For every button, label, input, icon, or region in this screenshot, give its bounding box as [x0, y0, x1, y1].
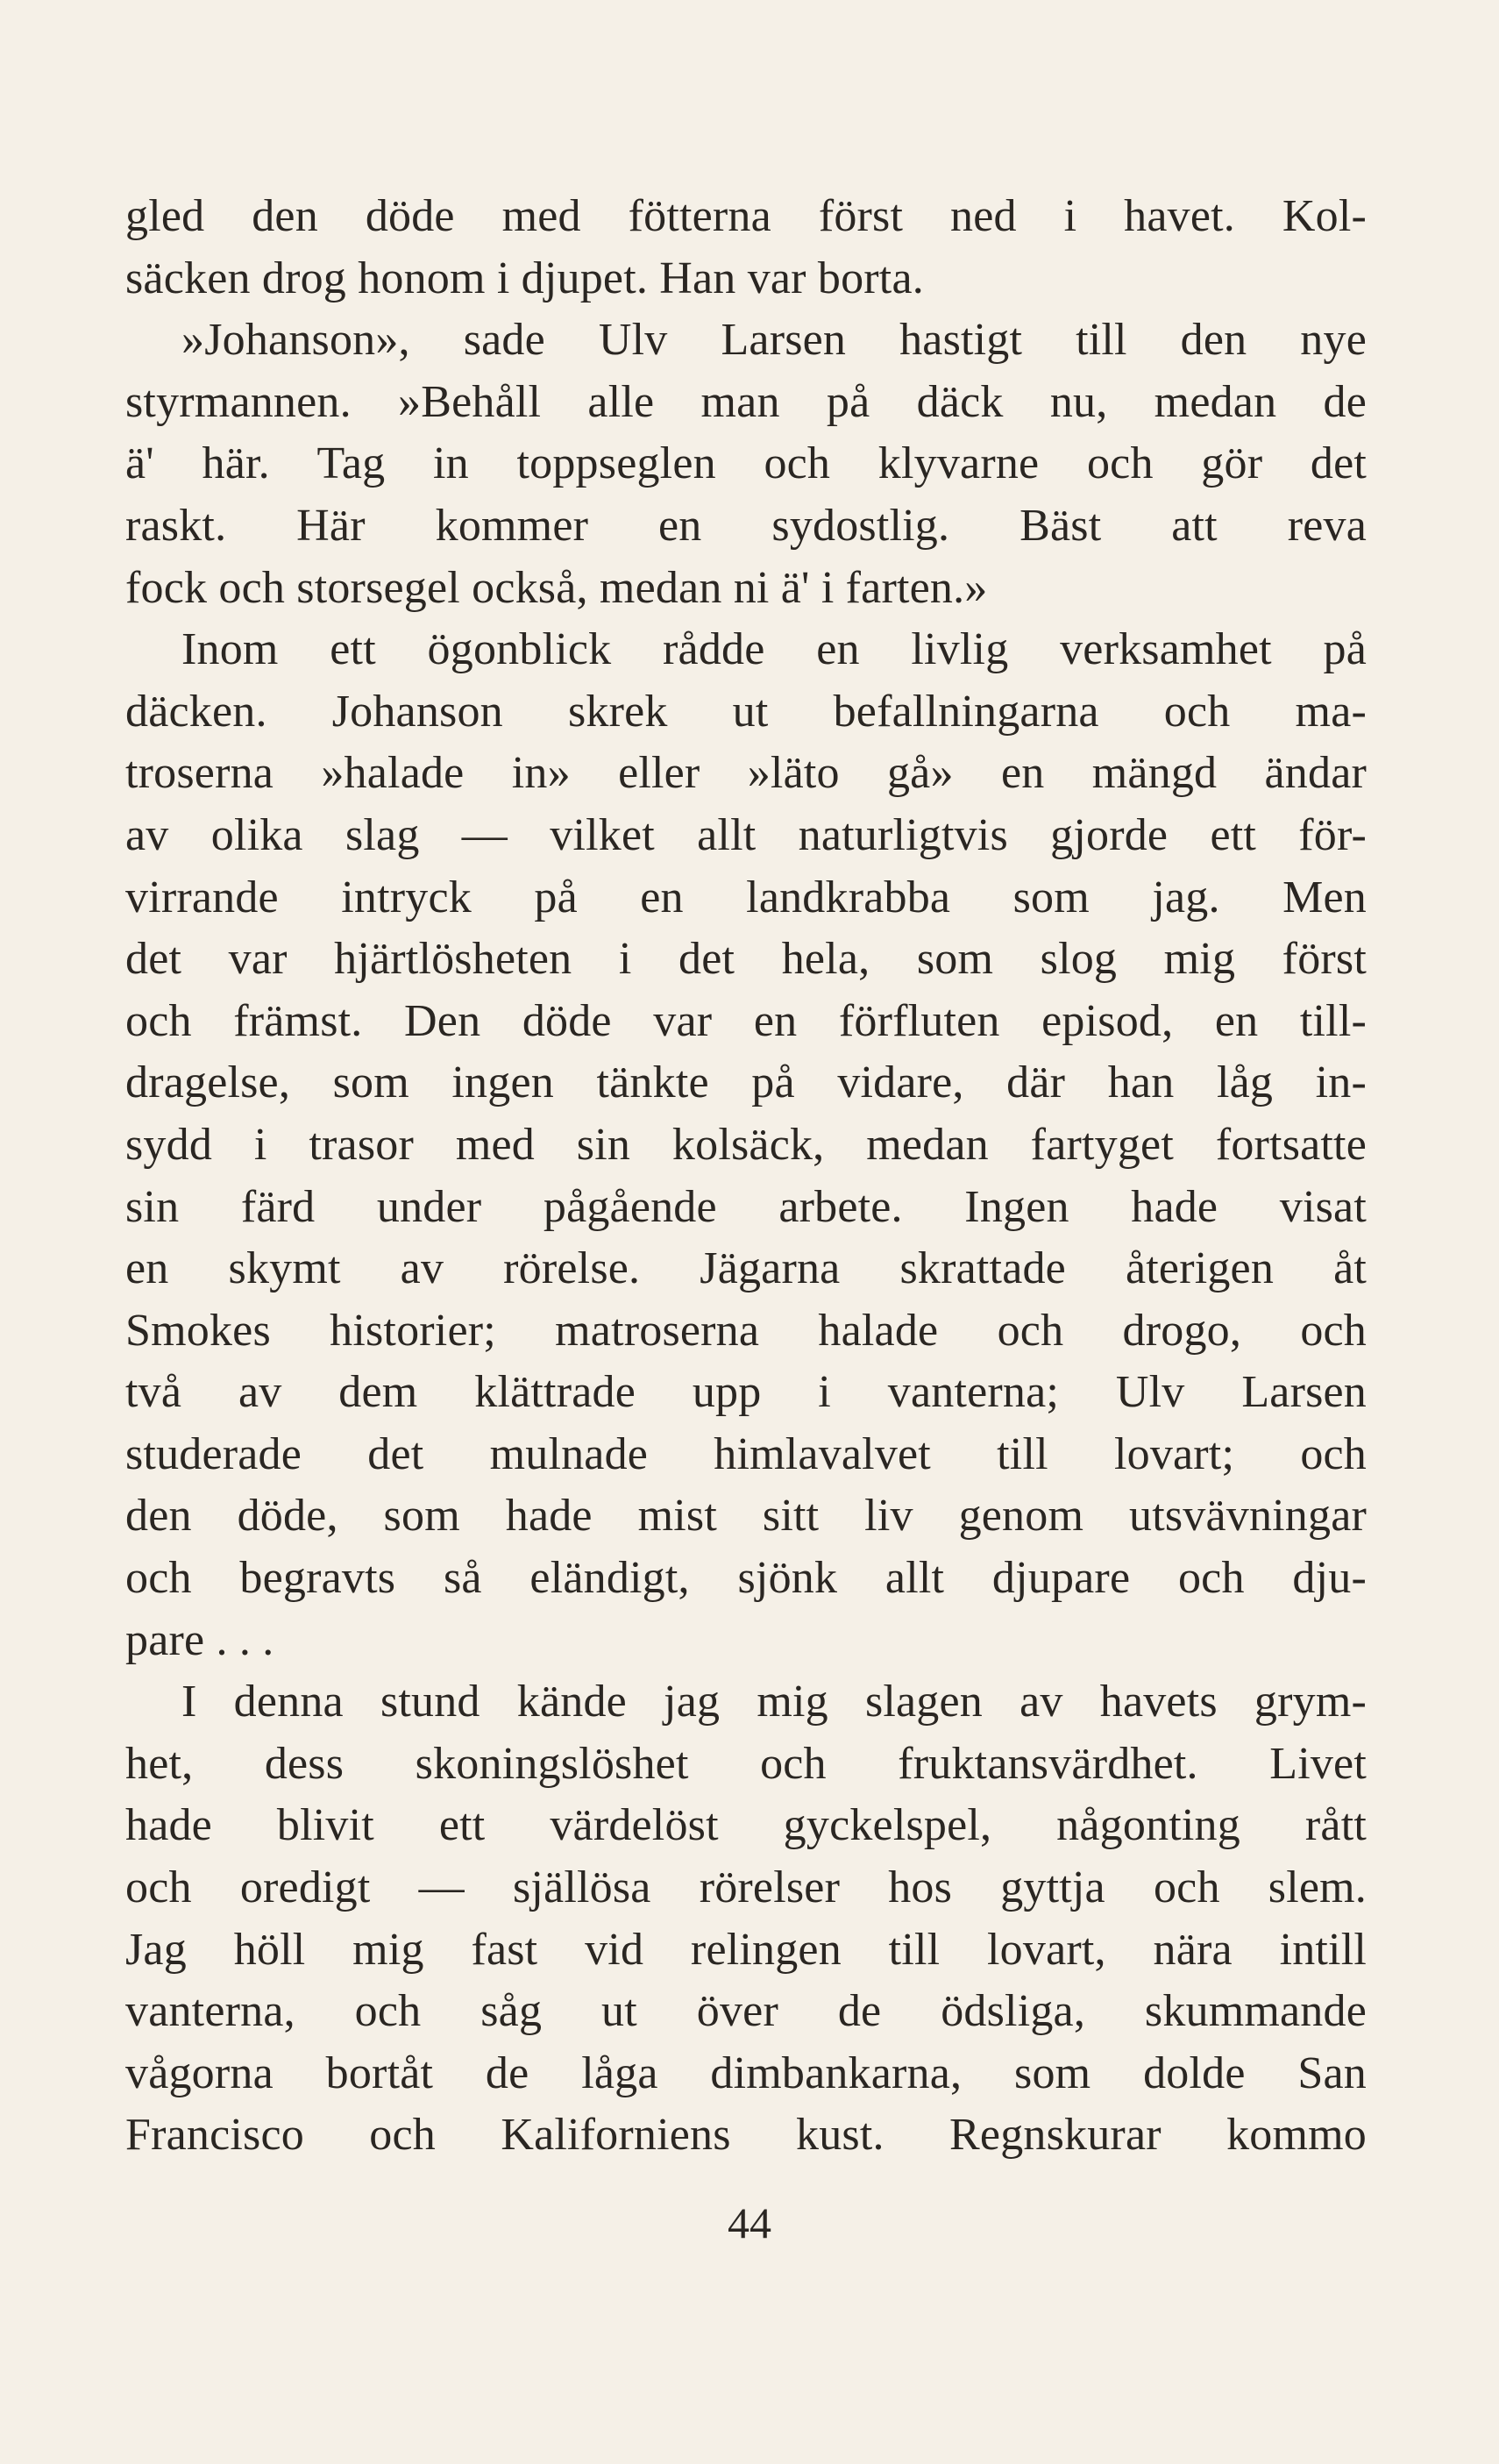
- text-line: hade blivit ett värdelöst gyckelspel, någonting rått: [125, 1800, 1367, 1851]
- text-line: sydd i trasor med sin kolsäck, medan fartyget fortsatte: [125, 1119, 1367, 1170]
- text-line: den döde, som hade mist sitt liv genom utsvävningar: [125, 1491, 1367, 1542]
- text-line: fock och storsegel också, medan ni ä' i farten.»: [125, 562, 988, 613]
- text-line: och främst. Den döde var en förfluten episod, en till-: [125, 995, 1367, 1046]
- text-line: vågorna bortåt de låga dimbankarna, som dolde San: [125, 2047, 1367, 2098]
- text-line: virrande intryck på en landkrabba som jag. Men: [125, 872, 1367, 922]
- text-line: Inom ett ögonblick rådde en livlig verksamhet på: [181, 624, 1367, 675]
- text-line: het, dess skoningslöshet och fruktansvärdhet. Livet: [125, 1738, 1367, 1789]
- text-line: gled den döde med fötterna först ned i havet. Kol-: [125, 191, 1367, 241]
- text-line: två av dem klättrade upp i vanterna; Ulv Larsen: [125, 1367, 1367, 1418]
- text-line: I denna stund kände jag mig slagen av havets grym-: [181, 1677, 1367, 1727]
- text-line: studerade det mulnade himlavalvet till lovart; och: [125, 1428, 1367, 1479]
- text-line: styrmannen. »Behåll alle man på däck nu, medan de: [125, 376, 1367, 427]
- text-line: det var hjärtlösheten i det hela, som slog mig först: [125, 934, 1367, 985]
- text-line: troserna »halade in» eller »läto gå» en mängd ändar: [125, 748, 1367, 799]
- page-number: 44: [728, 2198, 771, 2247]
- text-line: pare . . .: [125, 1614, 274, 1665]
- text-line: sin färd under pågående arbete. Ingen hade visat: [125, 1181, 1367, 1232]
- text-line: och oredigt — själlösa rörelser hos gyttja och slem.: [125, 1862, 1367, 1913]
- text-line: Smokes historier; matroserna halade och drogo, och: [125, 1305, 1367, 1356]
- text-line: Francisco och Kaliforniens kust. Regnskurar kommo: [125, 2110, 1367, 2161]
- text-line: och begravts så eländigt, sjönk allt djupare och dju-: [125, 1553, 1367, 1604]
- text-line: Jag höll mig fast vid relingen till lovart, nära intill: [125, 1924, 1367, 1975]
- text-line: dragelse, som ingen tänkte på vidare, där han låg in-: [125, 1058, 1367, 1108]
- text-line: raskt. Här kommer en sydostlig. Bäst att reva: [125, 500, 1367, 551]
- text-line: säcken drog honom i djupet. Han var borta.: [125, 253, 924, 303]
- body-text: [125, 186, 1367, 2167]
- text-line: »Johanson», sade Ulv Larsen hastigt till den nye: [181, 315, 1367, 366]
- text-line: ä' här. Tag in toppseglen och klyvarne och gör det: [125, 438, 1367, 489]
- text-line: däcken. Johanson skrek ut befallningarna och ma-: [125, 686, 1367, 737]
- text-line: av olika slag — vilket allt naturligtvis gjorde ett för-: [125, 809, 1367, 860]
- text-line: vanterna, och såg ut över de ödsliga, skummande: [125, 1986, 1367, 2037]
- text-line: en skymt av rörelse. Jägarna skrattade återigen åt: [125, 1243, 1367, 1294]
